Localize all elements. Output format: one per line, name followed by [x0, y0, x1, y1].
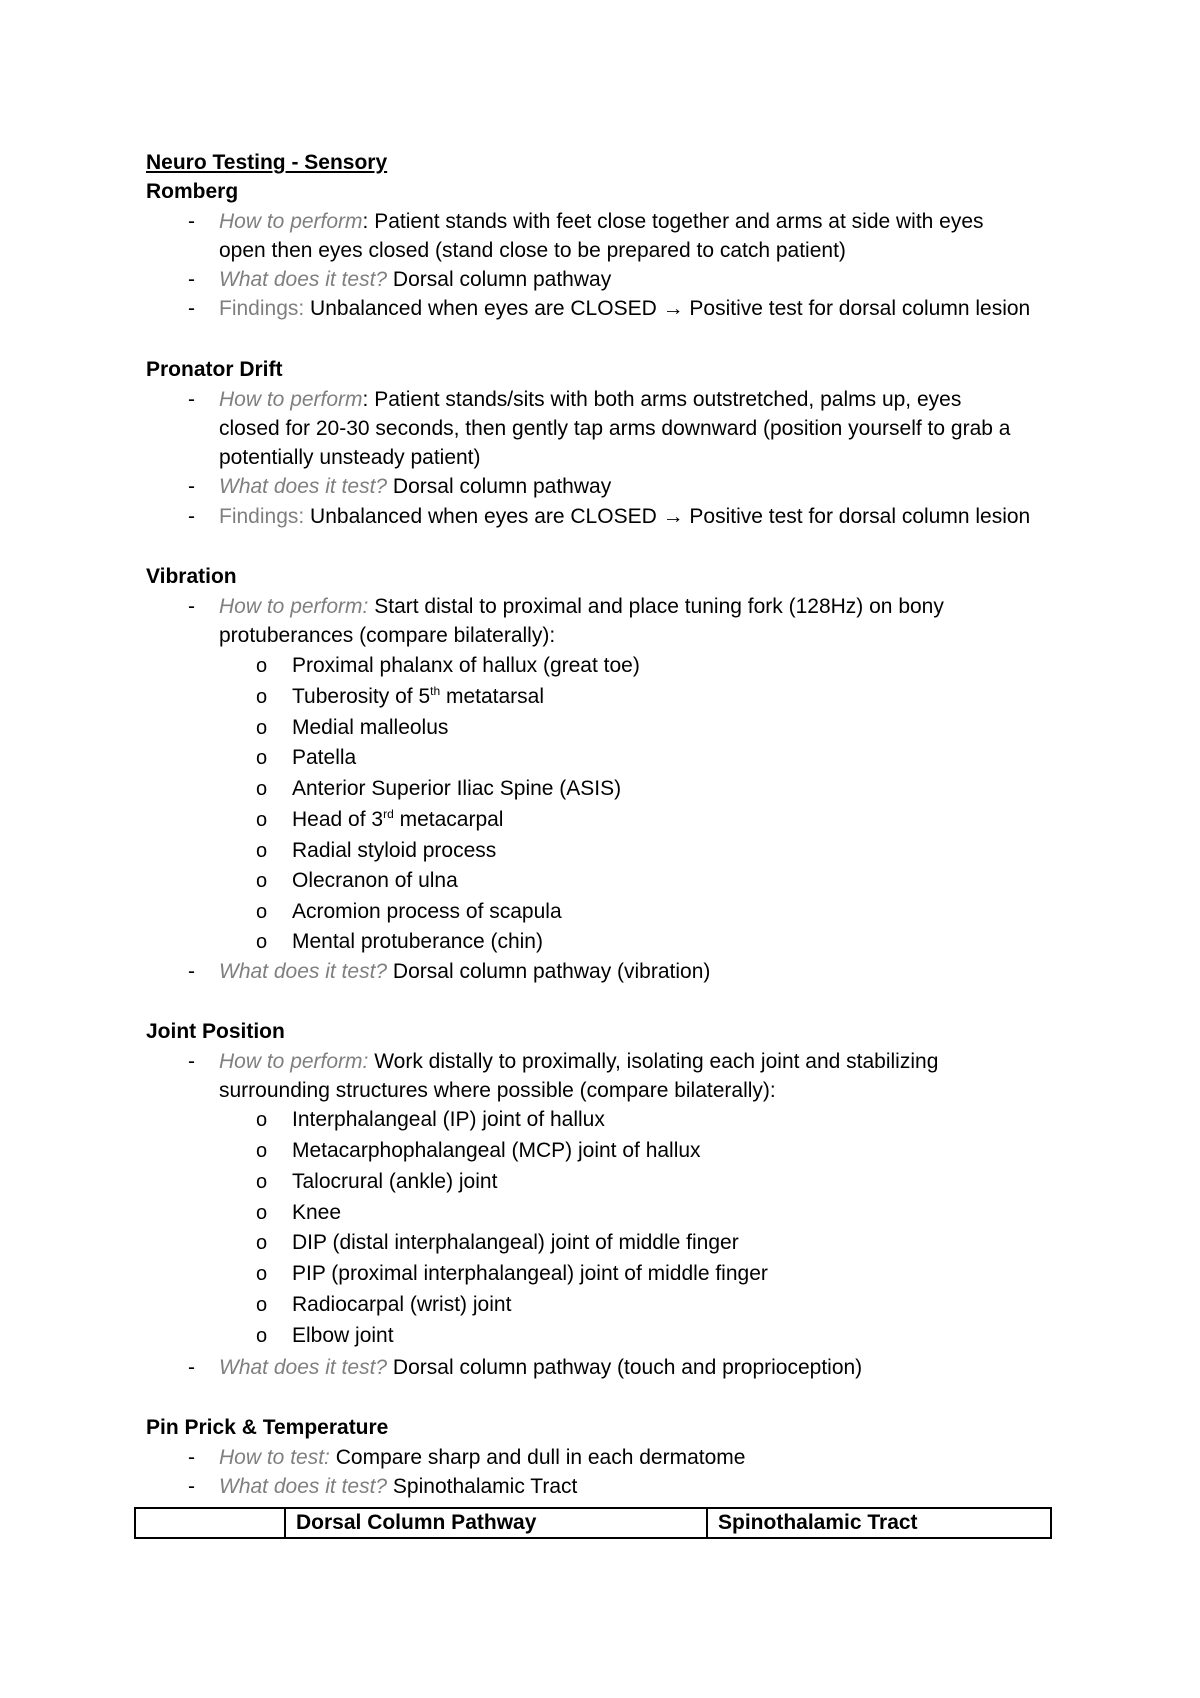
section-heading-pronator-drift: Pronator Drift — [146, 358, 283, 381]
vibration-test-line — [219, 957, 710, 987]
pinprick-test-line — [219, 1472, 577, 1502]
section-heading-vibration: Vibration — [146, 565, 237, 588]
how-text: : Patient stands with feet close together and arms at side with eyes — [362, 210, 984, 233]
joint-item: Talocrural (ankle) joint — [292, 1170, 498, 1193]
dash-marker: - — [188, 595, 195, 618]
how-text: Work distally to proximally, isolating each joint and stabilizing — [368, 1050, 939, 1073]
joint-test-line — [219, 1353, 862, 1383]
joint-item: DIP (distal interphalangeal) joint of middle finger — [292, 1231, 739, 1254]
pronator-how-line-3: potentially unsteady patient) — [219, 446, 481, 469]
joint-how-line-2: surrounding structures where possible (compare bilaterally): — [219, 1079, 776, 1102]
bullet-marker: o — [256, 840, 268, 862]
romberg-test-line — [219, 265, 611, 295]
pronator-how-line-1 — [219, 385, 961, 415]
comparison-table — [134, 1507, 1052, 1539]
vibration-item: Medial malleolus — [292, 716, 449, 739]
findings-text: Unbalanced when eyes are CLOSED → Positive test for dorsal column lesion — [304, 297, 1031, 320]
bullet-marker: o — [256, 901, 268, 923]
pronator-findings-line — [219, 502, 1030, 532]
bullet-marker: o — [256, 1109, 268, 1131]
bullet-marker: o — [256, 1263, 268, 1285]
romberg-how-line-1 — [219, 207, 984, 237]
bullet-marker: o — [256, 747, 268, 769]
dash-marker: - — [188, 388, 195, 411]
test-text: Dorsal column pathway (vibration) — [387, 960, 711, 983]
bullet-marker: o — [256, 1171, 268, 1193]
vibration-item: Mental protuberance (chin) — [292, 930, 543, 953]
test-text: Dorsal column pathway — [387, 268, 612, 291]
vibration-how-line-2: protuberances (compare bilaterally): — [219, 624, 556, 647]
bullet-marker: o — [256, 1325, 268, 1347]
dash-marker: - — [188, 960, 195, 983]
vibration-item: Olecranon of ulna — [292, 869, 458, 892]
dash-marker: - — [188, 1475, 195, 1498]
bullet-marker: o — [256, 778, 268, 800]
table-header-empty — [135, 1508, 285, 1538]
bullet-marker: o — [256, 1202, 268, 1224]
joint-item: Metacarphophalangeal (MCP) joint of hallux — [292, 1139, 701, 1162]
item-superscript: rd — [383, 807, 394, 821]
joint-item: Elbow joint — [292, 1324, 394, 1347]
item-text: metacarpal — [393, 808, 504, 831]
section-heading-romberg: Romberg — [146, 180, 239, 203]
how-label: How to test: — [219, 1446, 330, 1469]
how-text: : Patient stands/sits with both arms outstretched, palms up, eyes — [362, 388, 962, 411]
test-text: Spinothalamic Tract — [387, 1475, 578, 1498]
test-label: What does it test? — [219, 475, 388, 498]
test-label: What does it test? — [219, 1475, 388, 1498]
dash-marker: - — [188, 475, 195, 498]
vibration-item: Patella — [292, 746, 357, 769]
document-title: Neuro Testing - Sensory — [146, 151, 388, 174]
item-text: metatarsal — [440, 685, 545, 708]
vibration-item: Radial styloid process — [292, 839, 497, 862]
joint-item: PIP (proximal interphalangeal) joint of middle finger — [292, 1262, 768, 1285]
joint-item: Interphalangeal (IP) joint of hallux — [292, 1108, 605, 1131]
bullet-marker: o — [256, 1140, 268, 1162]
test-text: Dorsal column pathway (touch and proprioception) — [387, 1356, 863, 1379]
vibration-how-line-1 — [219, 592, 944, 622]
dash-marker: - — [188, 1446, 195, 1469]
test-label: What does it test? — [219, 960, 388, 983]
pronator-test-line — [219, 472, 611, 502]
findings-label: Findings: — [219, 297, 305, 320]
bullet-marker: o — [256, 1294, 268, 1316]
romberg-findings-line — [219, 294, 1030, 324]
joint-item: Radiocarpal (wrist) joint — [292, 1293, 512, 1316]
test-label: What does it test? — [219, 268, 388, 291]
findings-text: Unbalanced when eyes are CLOSED → Positive test for dorsal column lesion — [304, 505, 1031, 528]
bullet-marker: o — [256, 655, 268, 677]
dash-marker: - — [188, 1356, 195, 1379]
item-text: Tuberosity of 5 — [292, 685, 431, 708]
vibration-item — [292, 682, 544, 712]
table-header-spinothalamic: Spinothalamic Tract — [707, 1508, 1051, 1538]
romberg-how-line-2: open then eyes closed (stand close to be prepared to catch patient) — [219, 239, 846, 262]
joint-how-line-1 — [219, 1047, 938, 1077]
dash-marker: - — [188, 210, 195, 233]
how-label: How to perform: — [219, 595, 369, 618]
bullet-marker: o — [256, 870, 268, 892]
joint-item: Knee — [292, 1201, 342, 1224]
how-label: How to perform: — [219, 1050, 369, 1073]
test-label: What does it test? — [219, 1356, 388, 1379]
bullet-marker: o — [256, 1232, 268, 1254]
bullet-marker: o — [256, 809, 268, 831]
dash-marker: - — [188, 505, 195, 528]
pronator-how-line-2: closed for 20-30 seconds, then gently tap arms downward (position yourself to grab a — [219, 417, 1011, 440]
vibration-item: Anterior Superior Iliac Spine (ASIS) — [292, 777, 622, 800]
bullet-marker: o — [256, 686, 268, 708]
section-heading-pin-prick: Pin Prick & Temperature — [146, 1416, 389, 1439]
section-heading-joint-position: Joint Position — [146, 1020, 285, 1043]
vibration-item: Proximal phalanx of hallux (great toe) — [292, 654, 640, 677]
pinprick-how-line — [219, 1443, 745, 1473]
how-label: How to perform — [219, 210, 363, 233]
how-text: Compare sharp and dull in each dermatome — [329, 1446, 746, 1469]
vibration-item — [292, 805, 503, 835]
table-header-dorsal-column: Dorsal Column Pathway — [285, 1508, 707, 1538]
dash-marker: - — [188, 1050, 195, 1073]
how-text: Start distal to proximal and place tuning fork (128Hz) on bony — [368, 595, 944, 618]
bullet-marker: o — [256, 931, 268, 953]
item-text: Head of 3 — [292, 808, 384, 831]
dash-marker: - — [188, 268, 195, 291]
bullet-marker: o — [256, 717, 268, 739]
item-superscript: th — [430, 684, 441, 698]
dash-marker: - — [188, 297, 195, 320]
table-header-row — [135, 1508, 1051, 1538]
how-label: How to perform — [219, 388, 363, 411]
findings-label: Findings: — [219, 505, 305, 528]
test-text: Dorsal column pathway — [387, 475, 612, 498]
vibration-item: Acromion process of scapula — [292, 900, 562, 923]
